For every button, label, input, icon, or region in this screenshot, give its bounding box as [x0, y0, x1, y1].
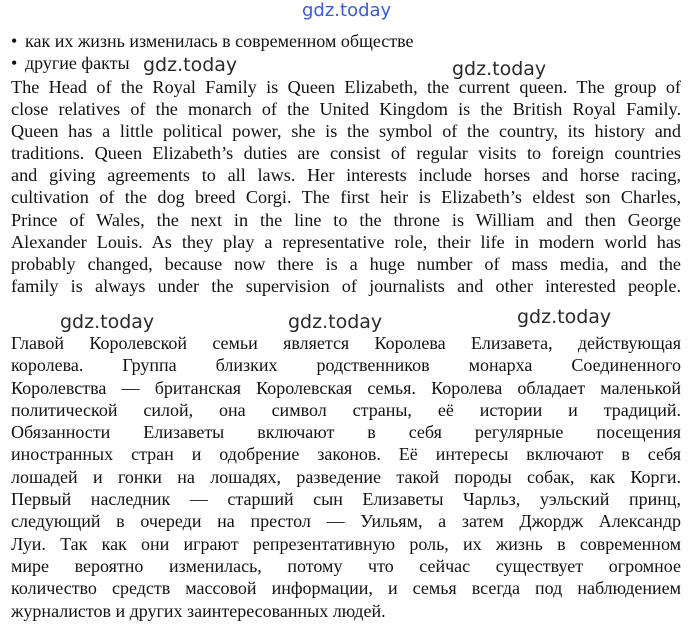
- text-line: Королевства — британская Королевская семья. Королева обладает маленькой: [11, 377, 681, 398]
- text-line: иностранных стран и одобрение законов. Её интересы включают в себя: [11, 444, 681, 465]
- text-line: cultivation of the dog breed Corgi. The first heir is Elizabeth’s eldest son Charles,: [11, 187, 681, 208]
- text-line: Prince of Wales, the next in the line to the throne is William and then George: [11, 209, 681, 230]
- text-line: close relatives of the monarch of the United Kingdom is the British Royal Family.: [11, 99, 681, 120]
- watermark-2: gdz.today: [452, 58, 547, 80]
- bullet-text: как их жизнь изменилась в современном обществе: [25, 31, 414, 51]
- bullet-item: • другие факты: [11, 53, 130, 73]
- text-line: The Head of the Royal Family is Queen Elizabeth, the current queen. The group of: [11, 77, 681, 97]
- text-line: Первый наследник — старший сын Елизаветы Чарльз, уэльский принц,: [11, 489, 681, 510]
- text-line: следующий в очереди на престол — Уильям, а затем Джордж Александр: [11, 511, 681, 532]
- english-paragraph: [11, 76, 681, 297]
- text-line: Queen has a little political power, she is the symbol of the country, its history and: [11, 121, 681, 142]
- bullet-text: другие факты: [25, 53, 130, 73]
- watermark-1: gdz.today: [143, 54, 238, 76]
- text-line: family is always under the supervision of journalists and other interested people.: [11, 275, 681, 296]
- text-line: количество средств массовой информации, и семья всегда под наблюдением: [11, 578, 681, 599]
- text-line: traditions. Queen Elizabeth’s duties are consist of regular visits to foreign countries: [11, 143, 681, 164]
- text-line: and giving agreements to all laws. Her interests include horses and horse racing,: [11, 165, 681, 186]
- watermark-3: gdz.today: [60, 311, 155, 333]
- bullet-list: [11, 30, 681, 74]
- text-line: Главой Королевской семьи является Королева Елизавета, действующая: [11, 333, 681, 353]
- watermark-4: gdz.today: [288, 311, 383, 333]
- text-line: Обязанности Елизаветы включают в себя регулярные посещения: [11, 422, 681, 443]
- watermark-5: gdz.today: [517, 306, 612, 328]
- text-line: Alexander Louis. As they play a representative role, their life in modern world has: [11, 231, 681, 252]
- text-line: королева. Группа близких родственников монарха Соединенного: [11, 355, 681, 376]
- text-line: журналистов и других заинтересованных людей.: [11, 600, 386, 621]
- russian-paragraph: [11, 332, 681, 622]
- text-line: политической силой, она символ страны, её истории и традиций.: [11, 399, 681, 420]
- watermark-top: gdz.today: [302, 0, 392, 21]
- text-line: мире вероятно изменилась, потому что сейчас существует огромное: [11, 555, 681, 576]
- bullet-item: • как их жизнь изменилась в современном обществе: [11, 31, 414, 51]
- text-line: probably changed, because now there is a huge number of mass media, and the: [11, 253, 681, 274]
- text-line: лошадей и гонки на лошадях, разведение такой породы собак, как Корги.: [11, 466, 681, 487]
- text-line: Луи. Так как они играют репрезентативную роль, их жизнь в современном: [11, 533, 681, 554]
